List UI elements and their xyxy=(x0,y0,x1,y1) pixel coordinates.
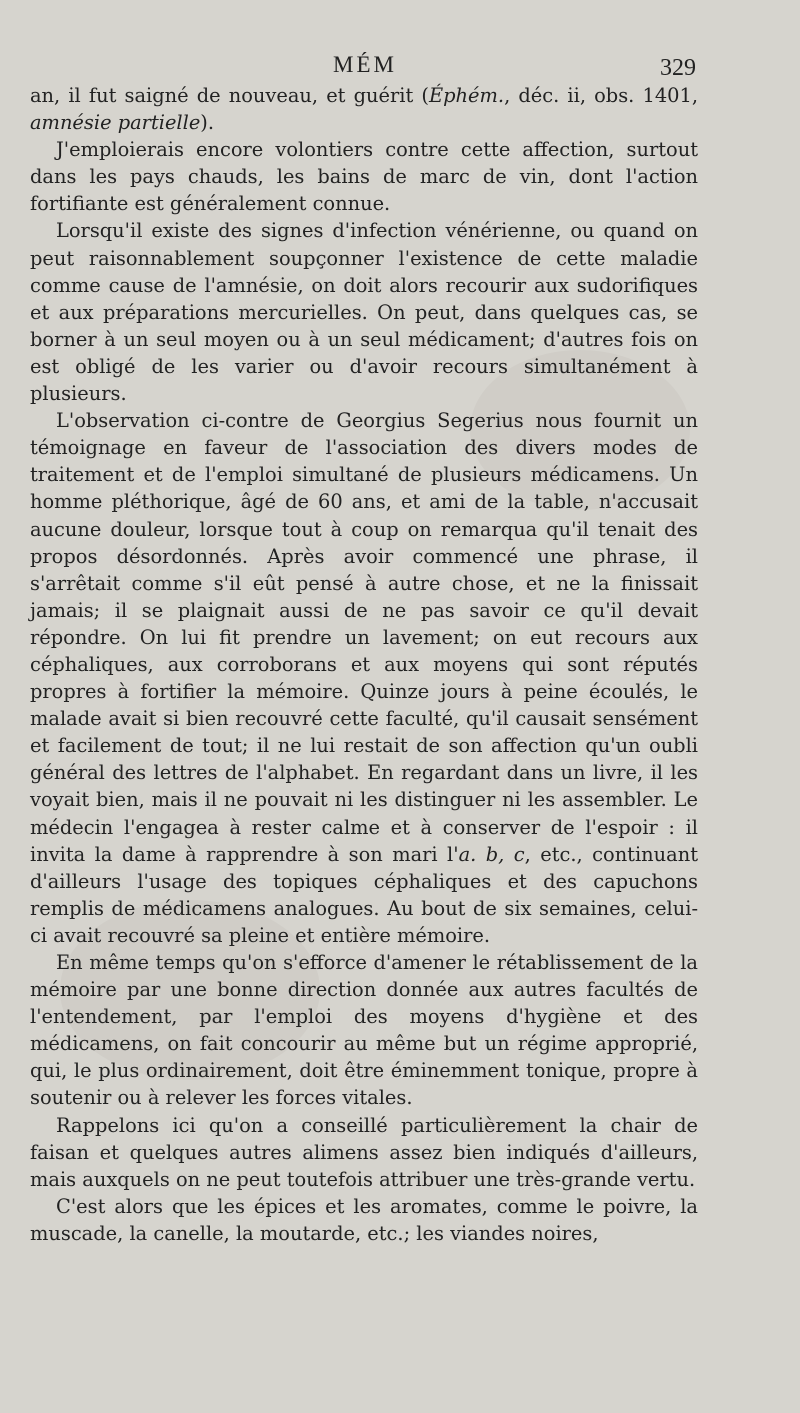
text-run: L'observation ci-contre de Georgius Segerius nous fournit un témoignage en faveur de l'association des divers modes de traitement et de l'emploi simultané de plusieurs médicamens. Un homme pléthorique, âgé de 60 ans, et ami de la table, n'accusait aucune douleur, lorsque tout à coup on remarqua qu'il tenait des propos désordonnés. Après avoir commencé une phrase, il s'arrêtait comme s'il eût pensé à autre chose, et ne la finissait jamais; il se plaignait aussi de ne pas savoir ce qu'il devait répondre. On lui fit prendre un lavement; on eut recours aux céphaliques, aux corroborans et aux moyens qui sont réputés propres à fortifier la mémoire. Quinze jours à peine écoulés, le malade avait si bien recouvré cette faculté, qu'il causait sensément et facilement de tout; il ne lui restait de son affection qu'un oubli général des lettres de l'alphabet. En regardant dans un livre, il les voyait bien, mais il ne pouvait ni les distinguer ni les assembler. Le médecin l'engagea à rester calme et à conserver de l'espoir : il invita la dame à rapprendre à son mari l' xyxy=(30,409,698,866)
text-run: ). xyxy=(200,111,215,135)
page-number: 329 xyxy=(660,55,696,81)
text-run: En même temps qu'on s'efforce d'amener le rétablissement de la mémoire par une bonne direction donnée aux autres facultés de l'entendement, par l'emploi des moyens d'hygiène et des médicamens, on fait concourir au même but un régime approprié, qui, le plus ordinairement, doit être éminemment tonique, propre à soutenir ou à relever les forces vitales. xyxy=(30,951,698,1110)
italic-text-run: a. b, c xyxy=(458,842,525,866)
body-text xyxy=(30,82,698,1247)
italic-text-run: amnésie partielle xyxy=(30,111,201,135)
text-run: J'emploierais encore volontiers contre cette affection, surtout dans les pays chauds, les bains de marc de vin, dont l'action fortifiante est généralement connue. xyxy=(30,138,698,216)
paragraph xyxy=(30,1112,698,1193)
running-header-title: MÉM xyxy=(333,52,397,77)
paragraph xyxy=(30,217,698,407)
italic-text-run: Éphém. xyxy=(428,84,505,107)
text-run: , etc., continuant d'ailleurs l'usage des topiques céphaliques et des capuchons remplis de médicamens analogues. Au bout de six semaines, celui-ci avait recouvré sa pleine et entière mémoire. xyxy=(30,842,698,947)
text-run: , déc. ii, obs. 1401, xyxy=(504,84,698,107)
text-run: Lorsqu'il existe des signes d'infection vénérienne, ou quand on peut raisonnablement soupçonner l'existence de cette maladie comme cause de l'amnésie, on doit alors recourir aux sudorifiques et aux préparations mercurielles. On peut, dans quelques cas, se borner à un seul moyen ou à un seul médicament; d'autres fois on est obligé de les varier ou d'avoir recours simultanément à plusieurs. xyxy=(30,219,698,406)
paragraph xyxy=(30,1193,698,1247)
text-run: Rappelons ici qu'on a conseillé particulièrement la chair de faisan et quelques autres alimens assez bien indiqués d'ailleurs, mais auxquels on ne peut toutefois attribuer une très-grande vertu. xyxy=(30,1113,698,1191)
text-run: an, il fut saigné de nouveau, et guérit ( xyxy=(30,84,429,107)
paragraph xyxy=(30,136,698,217)
text-run: C'est alors que les épices et les aromates, comme le poivre, la muscade, la canelle, la moutarde, etc.; les viandes noires, xyxy=(30,1194,698,1245)
paragraph xyxy=(30,949,698,1112)
paragraph xyxy=(30,407,698,949)
paragraph xyxy=(30,82,698,136)
